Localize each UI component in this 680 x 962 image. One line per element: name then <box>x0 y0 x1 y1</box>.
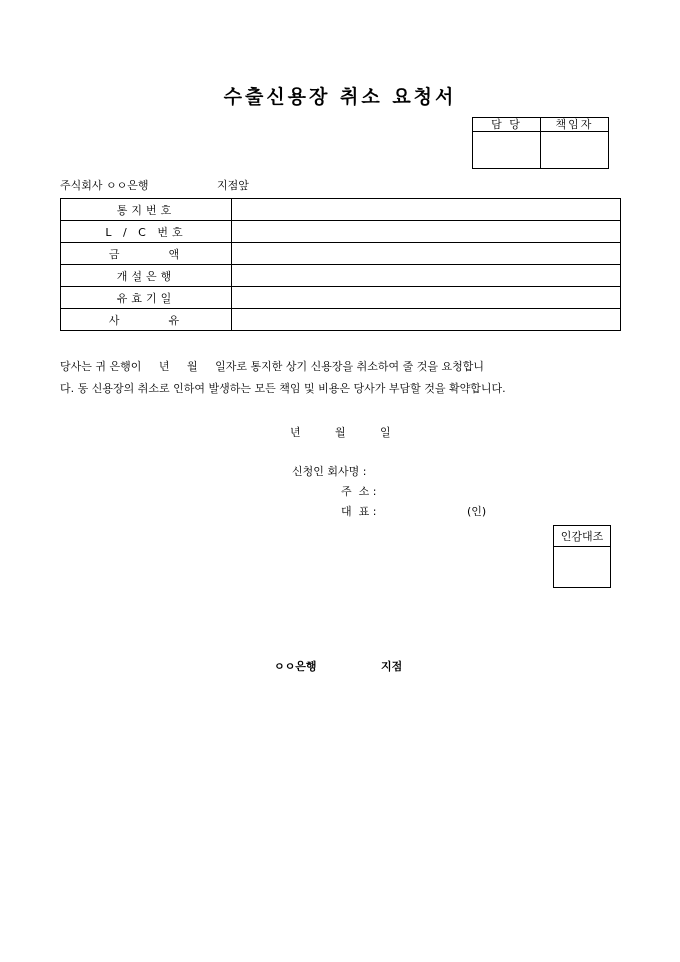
table-row <box>61 243 621 265</box>
table-row <box>61 287 621 309</box>
applicant-rep-label: 대 표 : <box>341 505 377 518</box>
document-title: 수출신용장 취소 요청서 <box>223 86 457 108</box>
approval-box <box>472 117 609 169</box>
seal-mark: (인) <box>467 505 487 518</box>
expiry-date-field[interactable] <box>232 287 621 309</box>
notice-number-field[interactable] <box>232 199 621 221</box>
row-label-reason: 사 유 <box>61 309 232 331</box>
issuing-bank-field[interactable] <box>232 265 621 287</box>
row-label-expiry-date: 유효기일 <box>61 287 232 309</box>
body-line-1: 당사는 귀 은행이 년 월 일자로 통지한 상기 신용장을 취소하여 줄 것을 요청합니 <box>60 360 484 373</box>
table-row <box>61 221 621 243</box>
approval-sign-manager[interactable] <box>541 132 609 169</box>
footer-bank: ㅇㅇ은행 <box>274 660 317 673</box>
approval-header-manager: 책임자 <box>541 118 609 132</box>
applicant-company-label: 신청인 회사명 : <box>292 465 367 478</box>
seal-check-area[interactable] <box>554 547 611 588</box>
approval-sign-staff[interactable] <box>473 132 541 169</box>
seal-check-label: 인감대조 <box>554 526 611 547</box>
date-year: 년 <box>290 426 301 439</box>
row-label-lc-number: L / C 번호 <box>61 221 232 243</box>
approval-header-staff: 담 당 <box>473 118 541 132</box>
lc-number-field[interactable] <box>232 221 621 243</box>
row-label-amount: 금 액 <box>61 243 232 265</box>
amount-field[interactable] <box>232 243 621 265</box>
applicant-address-label: 주 소 : <box>341 485 377 498</box>
reason-field[interactable] <box>232 309 621 331</box>
addressee-company: 주식회사 ㅇㅇ은행 <box>60 179 149 192</box>
table-row <box>61 199 621 221</box>
table-row <box>61 309 621 331</box>
date-month: 월 <box>335 426 346 439</box>
date-day: 일 <box>380 426 391 439</box>
row-label-notice-number: 통지번호 <box>61 199 232 221</box>
table-row <box>61 265 621 287</box>
addressee-branch: 지점앞 <box>217 179 249 192</box>
body-line-2: 다. 동 신용장의 취소로 인하여 발생하는 모든 책임 및 비용은 당사가 부담할 것을 확약합니다. <box>60 382 506 395</box>
seal-check-box <box>553 525 611 588</box>
row-label-issuing-bank: 개설은행 <box>61 265 232 287</box>
body-paragraph <box>60 356 622 400</box>
lc-info-table <box>60 198 621 331</box>
footer-branch: 지점 <box>381 660 403 673</box>
